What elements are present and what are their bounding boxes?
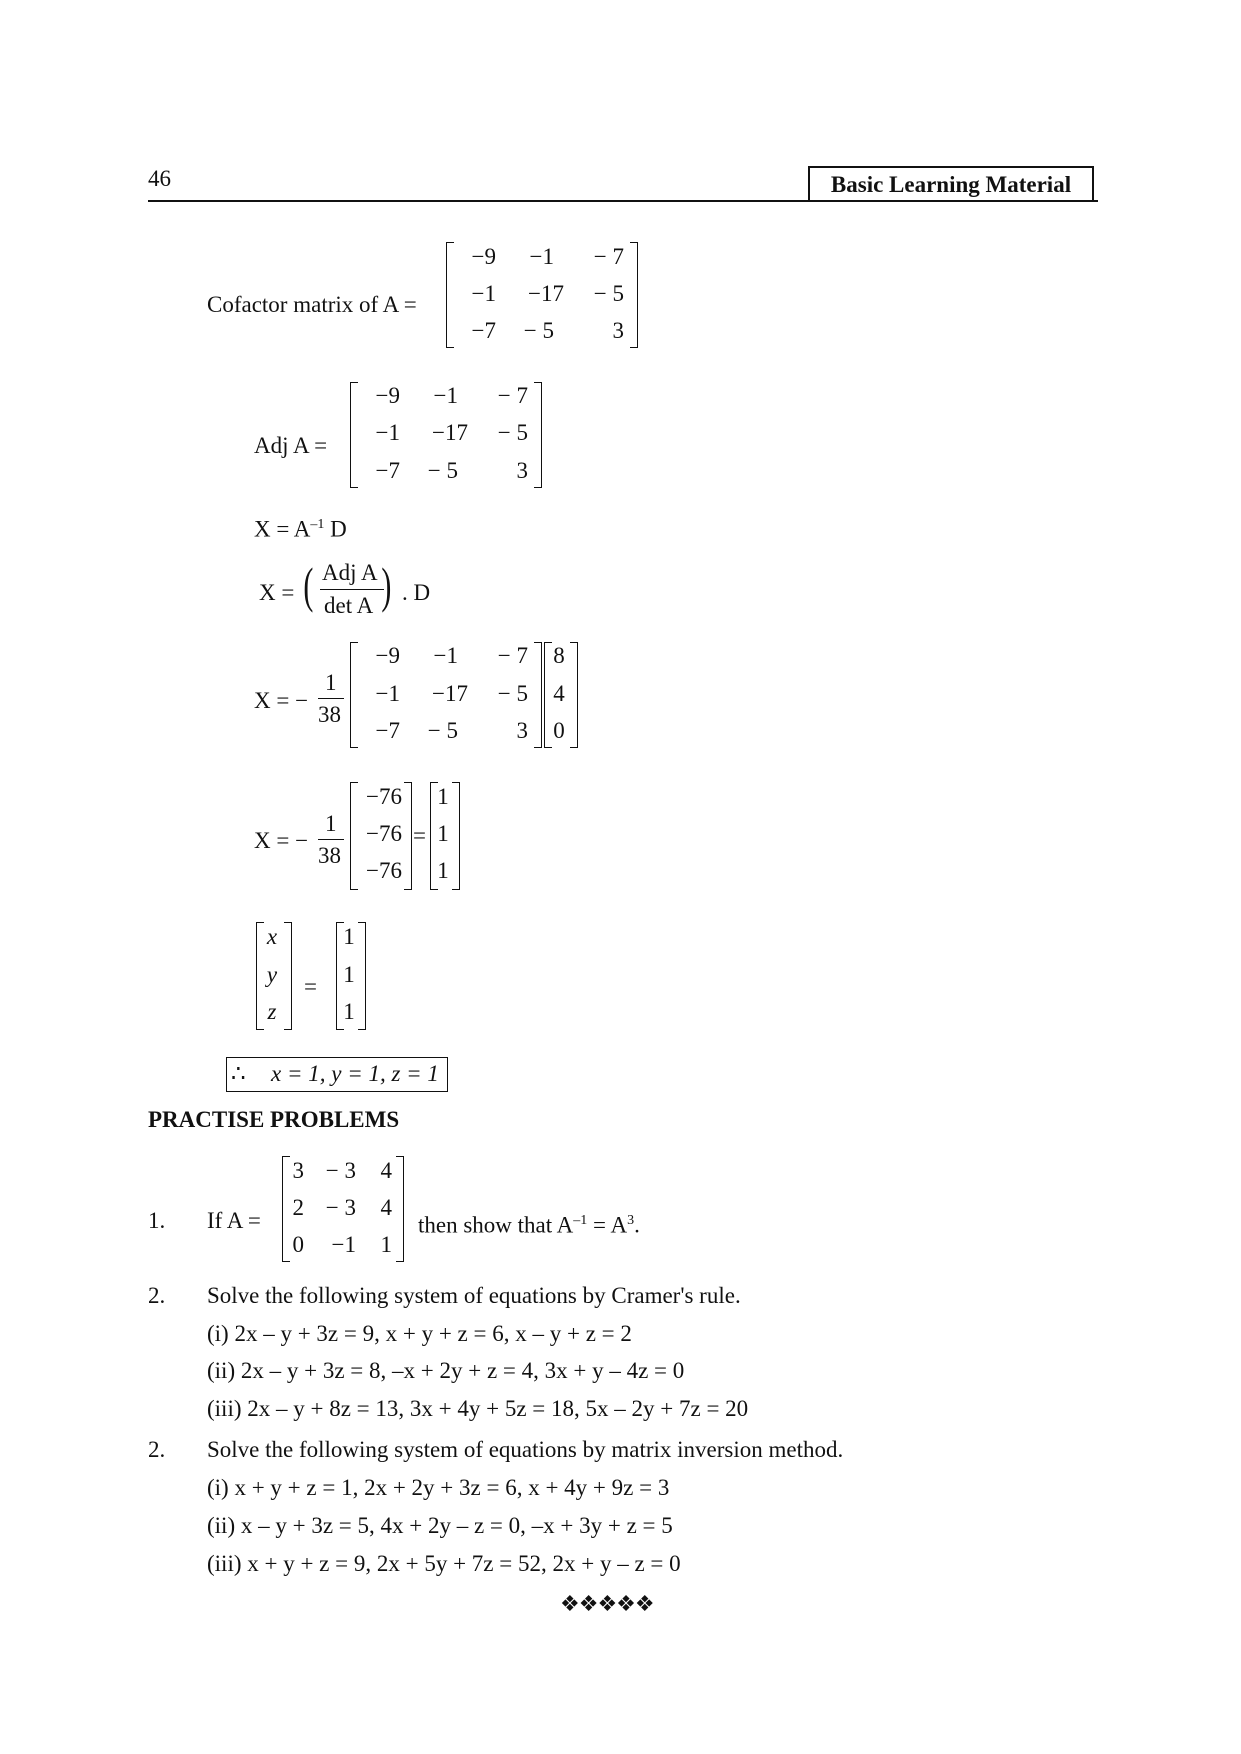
matrix-cell: − 5 [427,718,458,743]
matrix-cell: 4 [380,1158,392,1183]
matrix-cell: 3 [516,458,528,483]
matrix-cell: 2 [292,1195,304,1220]
fraction-line [318,698,344,699]
matrix-cell: 3 [516,718,528,743]
matrix-cell: − 7 [497,643,528,668]
fraction-denominator: det A [324,593,374,618]
matrix-cell: 1 [380,1232,392,1257]
fraction-numerator: 1 [325,811,337,836]
problem3-title: Solve the following system of equations by matrix inversion method. [207,1437,844,1462]
vector-cell: 1 [343,999,355,1024]
paren-left: ( [303,557,314,613]
fraction-numerator: Adj A [322,560,378,585]
bracket-left [350,642,358,748]
matrix-cell: −7 [375,718,400,743]
matrix-cell: −1 [433,383,458,408]
bracket-left [350,382,358,488]
paren-right: ) [381,557,392,613]
matrix-cell: 3 [612,318,624,343]
equation-adj-rhs: . D [402,580,431,605]
matrix-cell: −7 [471,318,496,343]
equation-lhs: X = A [254,516,311,542]
problem1-tail [418,1208,640,1239]
problem2-title: Solve the following system of equations by Cramer's rule. [207,1283,741,1308]
matrix-cell: −1 [471,281,496,306]
bracket-right [534,642,542,748]
vector-cell: −76 [366,858,402,883]
problem1-tail-dot: . [634,1212,640,1238]
fraction-denominator: 38 [318,702,341,727]
matrix-cell: − 7 [593,244,624,269]
matrix-cell: 0 [292,1232,304,1257]
practise-heading: PRACTISE PROBLEMS [148,1107,400,1132]
problem-number: 2. [148,1283,166,1308]
matrix-cell: −9 [375,383,400,408]
matrix-cell: − 5 [497,681,528,706]
equals-sign: = [304,974,317,999]
vector-cell: 0 [553,718,565,743]
problem3-item: (ii) x – y + 3z = 5, 4x + 2y – z = 0, –x + 3y + z = 5 [207,1513,673,1538]
therefore-symbol: ∴ [231,1061,246,1086]
equation-inverse [254,512,347,543]
equation4-lhs: X = − [254,828,309,853]
answer-box [226,1057,448,1092]
problem-number: 1. [148,1208,166,1233]
problem3-item: (i) x + y + z = 1, 2x + 2y + 3z = 6, x + 4y + 9z = 3 [207,1475,670,1500]
matrix-cell: − 3 [325,1195,356,1220]
matrix-cell: −9 [375,643,400,668]
vector-cell: −76 [366,784,402,809]
equation-adj-lhs: X = [259,580,295,605]
fraction-denominator: 38 [318,843,341,868]
bracket-right [358,922,366,1030]
vector-cell: 4 [553,681,565,706]
vector-cell: 1 [343,962,355,987]
vector-cell: −76 [366,821,402,846]
vector-cell: z [267,999,277,1024]
matrix-cell: − 5 [427,458,458,483]
fraction-numerator: 1 [325,670,337,695]
fraction-line [318,839,344,840]
header-title: Basic Learning Material [808,166,1094,201]
answer-text: x = 1, y = 1, z = 1 [271,1061,439,1086]
vector-cell: y [266,962,278,987]
matrix-cell: −1 [529,244,554,269]
matrix-cell: −17 [432,681,468,706]
bracket-right [404,782,412,890]
bracket-right [630,242,638,348]
problem1-tail-sup2: 3 [627,1213,635,1228]
adj-label: Adj A = [254,433,328,458]
matrix-cell: − 3 [325,1158,356,1183]
matrix-cell: −17 [528,281,564,306]
bracket-right [284,922,292,1030]
problem1-tail-end: = A [587,1212,628,1238]
fraction-line [320,589,384,590]
vector-cell: 1 [343,924,355,949]
matrix-cell: −17 [432,420,468,445]
matrix-cell: −1 [331,1232,356,1257]
problem2-item: (ii) 2x – y + 3z = 8, –x + 2y + z = 4, 3x + y – 4z = 0 [207,1358,685,1383]
equation-sup: –1 [310,517,325,532]
matrix-cell: −1 [433,643,458,668]
bracket-left [446,242,454,348]
end-ornament: ❖❖❖❖❖ [560,1592,654,1617]
problem1-tail-sup: –1 [573,1213,588,1228]
page-number: 46 [148,166,171,191]
cofactor-label: Cofactor matrix of A = [207,292,417,317]
matrix-cell: −9 [471,244,496,269]
problem-number: 2. [148,1437,166,1462]
matrix-cell: − 5 [497,420,528,445]
equation3-lhs: X = − [254,688,309,713]
vector-cell: 1 [437,784,449,809]
equals-sign: = [413,823,426,848]
vector-cell: 1 [437,821,449,846]
matrix-cell: −1 [375,420,400,445]
matrix-cell: −1 [375,681,400,706]
bracket-right [534,382,542,488]
matrix-cell: − 5 [523,318,554,343]
bracket-right [570,642,578,748]
vector-cell: 8 [553,643,565,668]
matrix-cell: − 5 [593,281,624,306]
matrix-cell: 3 [292,1158,304,1183]
header-rule [148,200,1098,202]
bracket-right [452,782,460,890]
vector-cell: 1 [437,858,449,883]
problem1-lhs: If A = [207,1208,261,1233]
problem2-item: (i) 2x – y + 3z = 9, x + y + z = 6, x – y + z = 2 [207,1321,632,1346]
matrix-cell: 4 [380,1195,392,1220]
problem1-tail-text: then show that A [418,1212,574,1238]
matrix-cell: −7 [375,458,400,483]
problem3-item: (iii) x + y + z = 9, 2x + 5y + 7z = 52, 2x + y – z = 0 [207,1551,681,1576]
vector-cell: x [266,924,278,949]
problem2-item: (iii) 2x – y + 8z = 13, 3x + 4y + 5z = 18, 5x – 2y + 7z = 20 [207,1396,749,1421]
bracket-right [396,1156,404,1262]
equation-rhs: D [324,516,347,542]
matrix-cell: − 7 [497,383,528,408]
